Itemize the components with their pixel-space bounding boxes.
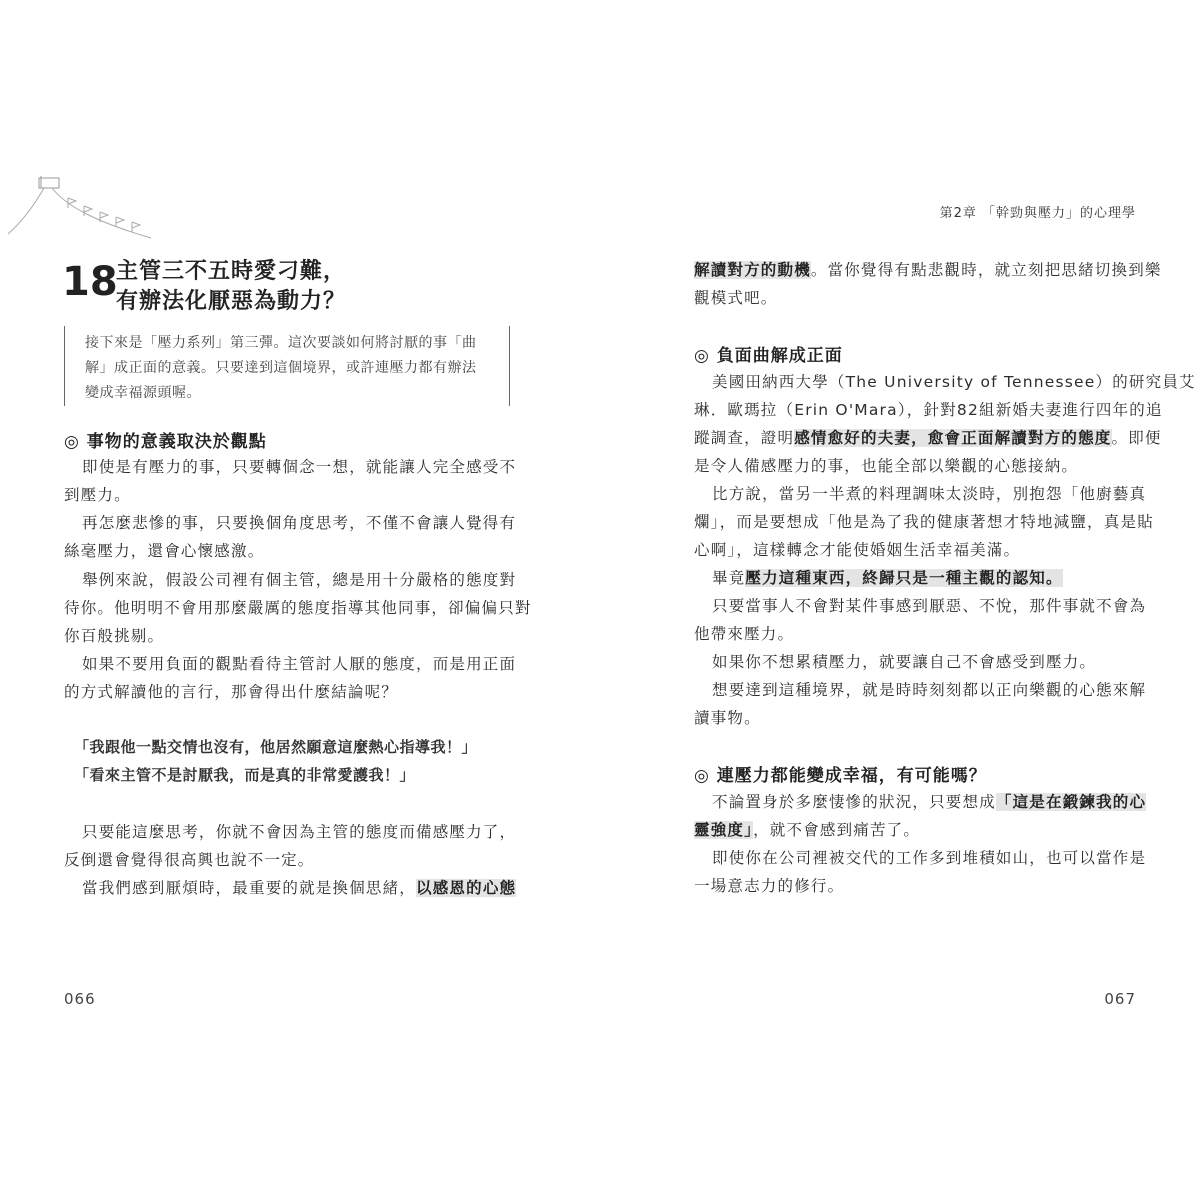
body-line: 即使你在公司裡被交代的工作多到堆積如山，也可以當作是 <box>712 849 1147 867</box>
article-title <box>62 254 522 314</box>
page-number: 067 <box>1104 990 1136 1008</box>
body-line: 你百般挑剔。 <box>64 627 165 645</box>
body-line <box>712 566 1063 588</box>
highlighted-text: 靈強度」 <box>694 821 754 839</box>
chapter-header: 第2章 「幹勁與壓力」的心理學 <box>939 206 1136 221</box>
body-line <box>694 258 1162 280</box>
highlighted-text: 解讀對方的動機 <box>694 261 811 279</box>
intro-line: 變成幸福源頭喔。 <box>85 385 201 401</box>
body-text: 當我們感到厭煩時，最重要的就是換個思緒， <box>82 879 417 897</box>
body-line: 美國田納西大學（The University of Tennessee）的研究員艾 <box>712 373 1196 391</box>
highlighted-text: 感情愈好的夫妻，愈會正面解讀對方的態度 <box>794 429 1112 447</box>
body-line: 只要當事人不會對某件事感到厭惡、不悅，那件事就不會為 <box>712 597 1147 615</box>
body-text: 畢竟 <box>712 569 746 587</box>
section-heading: ◎ 事物的意義取決於觀點 <box>64 432 267 452</box>
body-line: 即使是有壓力的事，只要轉個念一想，就能讓人完全感受不 <box>82 458 517 476</box>
body-line: 反倒還會覺得很高興也說不一定。 <box>64 851 315 869</box>
body-line: 讀事物。 <box>694 709 761 727</box>
intro-line: 接下來是「壓力系列」第三彈。這次要談如何將討厭的事「曲 <box>85 335 477 351</box>
highlighted-text: 以感恩的心態 <box>416 879 517 897</box>
body-line: 一場意志力的修行。 <box>694 877 845 895</box>
body-line: 舉例來說，假設公司裡有個主管，總是用十分嚴格的態度對 <box>82 571 517 589</box>
mountain-flags-illustration <box>6 172 156 252</box>
body-line <box>694 818 920 840</box>
body-line: 的方式解讀他的言行，那會得出什麼結論呢？ <box>64 683 399 701</box>
article-number: 18 <box>62 259 118 305</box>
section-heading: ◎ 連壓力都能變成幸福，有可能嗎？ <box>694 766 987 786</box>
body-line: 他帶來壓力。 <box>694 625 795 643</box>
body-text: ，就不會感到痛苦了。 <box>753 821 921 839</box>
body-line: 到壓力。 <box>64 486 131 504</box>
page-number: 066 <box>64 990 96 1008</box>
quote-line: 「我跟他一點交情也沒有，他居然願意這麼熱心指導我！」 <box>74 738 478 756</box>
body-line: 琳．歐瑪拉（Erin O'Mara），針對82組新婚夫妻進行四年的追 <box>694 401 1163 419</box>
highlighted-text: 壓力這種東西，終歸只是一種主觀的認知。 <box>745 569 1063 587</box>
intro-line: 解」成正面的意義。只要達到這個境界，或許連壓力都有辦法 <box>85 360 477 376</box>
body-line <box>694 426 1162 448</box>
body-line: 待你。他明明不會用那麼嚴厲的態度指導其他同事，卻偏偏只對 <box>64 599 532 617</box>
body-line <box>82 876 516 898</box>
highlighted-text: 「這是在鍛鍊我的心 <box>995 793 1147 811</box>
body-line: 是令人備感壓力的事，也能全部以樂觀的心態接納。 <box>694 457 1079 475</box>
body-line: 如果你不想累積壓力，就要讓自己不會感受到壓力。 <box>712 653 1097 671</box>
body-line: 想要達到這種境界，就是時時刻刻都以正向樂觀的心態來解 <box>712 681 1147 699</box>
body-text: 。即便 <box>1111 429 1162 447</box>
body-text: 。當你覺得有點悲觀時，就立刻把思緒切換到樂 <box>810 261 1162 279</box>
body-line <box>712 790 1146 812</box>
body-text: 不論置身於多麼悽慘的狀況，只要想成 <box>712 793 996 811</box>
body-text: 蹤調查，證明 <box>694 429 795 447</box>
right-page <box>600 0 1200 1200</box>
body-line: 再怎麼悲慘的事，只要換個角度思考，不僅不會讓人覺得有 <box>82 514 517 532</box>
body-line: 如果不要用負面的觀點看待主管討人厭的態度，而是用正面 <box>82 655 517 673</box>
body-line: 絲毫壓力，還會心懷感激。 <box>64 542 265 560</box>
body-line: 觀模式吧。 <box>694 289 778 307</box>
body-line: 心啊」，這樣轉念才能使婚姻生活幸福美滿。 <box>694 541 1021 559</box>
body-line: 比方說，當另一半煮的料理調味太淡時，別抱怨「他廚藝真 <box>712 485 1147 503</box>
intro-box <box>64 326 510 406</box>
body-line: 只要能這麼思考，你就不會因為主管的態度而備感壓力了， <box>82 823 517 841</box>
body-line: 爛」，而是要想成「他是為了我的健康著想才特地減鹽，真是貼 <box>694 513 1154 531</box>
quote-line: 「看來主管不是討厭我，而是真的非常愛護我！」 <box>74 766 416 784</box>
title-line-2: 有辦法化厭惡為動力？ <box>116 289 347 314</box>
section-heading: ◎ 負面曲解成正面 <box>694 346 843 366</box>
title-line-1: 主管三不五時愛刁難， <box>116 259 347 284</box>
